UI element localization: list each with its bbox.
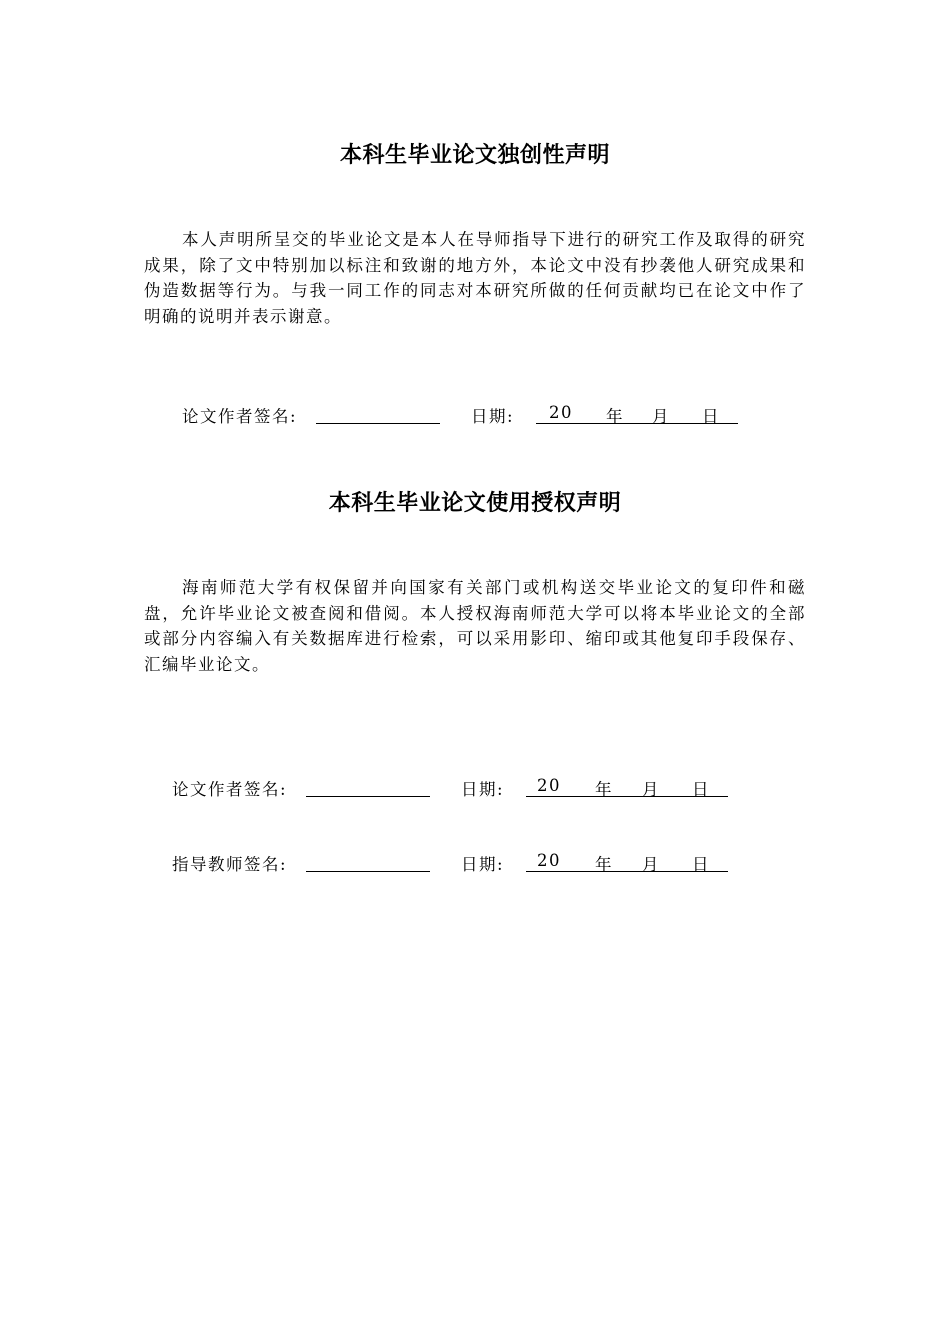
author-signature-row-1 <box>182 403 742 427</box>
date-year-prefix: 20 <box>537 776 561 795</box>
date-label: 日期: <box>461 855 505 874</box>
author-signature-row-2 <box>172 776 732 800</box>
advisor-signature-line[interactable] <box>306 851 430 876</box>
date-label: 日期: <box>461 780 505 799</box>
date-label: 日期: <box>471 407 515 426</box>
originality-statement-title: 本科生毕业论文独创性声明 <box>339 143 610 168</box>
date-month-unit: 月 <box>642 780 660 799</box>
author-signature-label: 论文作者签名: <box>182 407 298 426</box>
date-day-unit: 日 <box>692 855 710 874</box>
date-year-unit: 年 <box>606 407 624 426</box>
date-month-unit: 月 <box>642 855 660 874</box>
date-day-unit: 日 <box>692 780 710 799</box>
authorization-statement-paragraph: 海南师范大学有权保留并向国家有关部门或机构送交毕业论文的复印件和磁盘，允许毕业论文被查阅和借阅。本人授权海南师范大学可以将本毕业论文的全部或部分内容编入有关数据库进行检索，可以采用影印、缩印或其他复印手段保存、汇编毕业论文。 <box>144 578 806 674</box>
advisor-signature-label: 指导教师签名: <box>172 855 288 874</box>
date-year-prefix: 20 <box>549 403 573 422</box>
date-year-unit: 年 <box>595 855 613 874</box>
author-signature-line[interactable] <box>306 776 430 801</box>
date-month-unit: 月 <box>652 407 670 426</box>
author-signature-label: 论文作者签名: <box>172 780 288 799</box>
originality-statement-paragraph: 本人声明所呈交的毕业论文是本人在导师指导下进行的研究工作及取得的研究成果，除了文中特别加以标注和致谢的地方外，本论文中没有抄袭他人研究成果和伪造数据等行为。与我一同工作的同志对本研究所做的任何贡献均已在论文中作了明确的说明并表示谢意。 <box>144 230 806 326</box>
date-year-unit: 年 <box>595 780 613 799</box>
date-year-prefix: 20 <box>537 851 561 870</box>
authorization-statement-title: 本科生毕业论文使用授权声明 <box>328 491 622 516</box>
advisor-signature-row <box>172 851 732 875</box>
date-day-unit: 日 <box>702 407 720 426</box>
author-signature-line[interactable] <box>316 403 440 428</box>
